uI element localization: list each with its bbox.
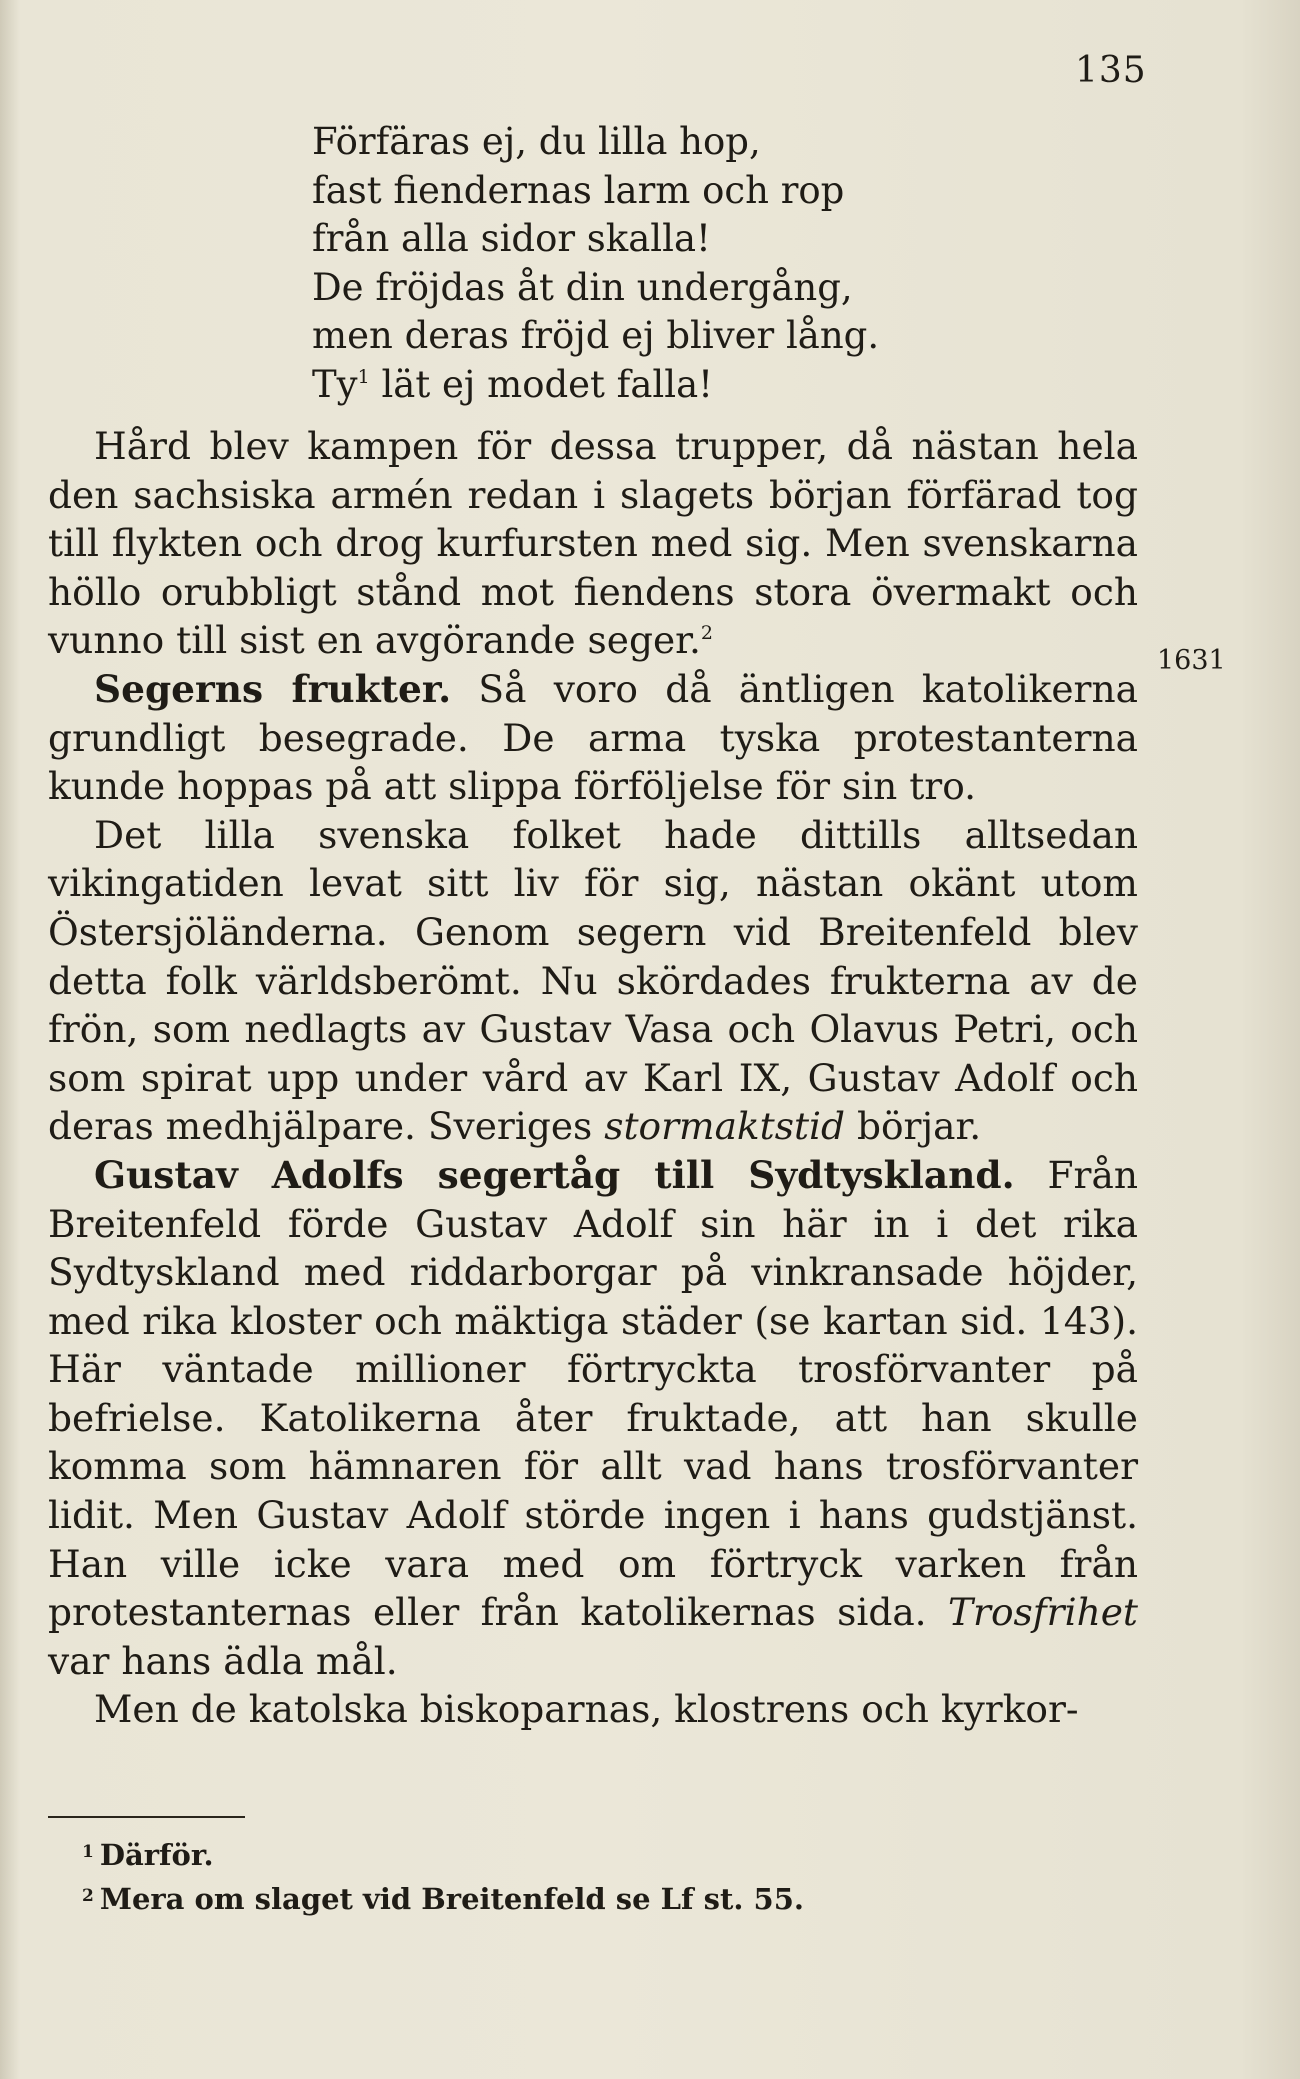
poem-stanza <box>312 118 879 409</box>
poem-line: från alla sidor skalla! <box>312 217 711 260</box>
body-text <box>48 422 1138 1734</box>
paragraph-great-power-end: börjar. <box>845 1104 982 1149</box>
poem-word-ty: Ty <box>312 362 358 406</box>
footnote-ref-2: 2 <box>700 622 713 645</box>
paragraph-great-power <box>48 811 1138 1151</box>
section-heading-campaign: Gustav Adolfs segertåg till Sydtyskland. <box>94 1152 1015 1197</box>
margin-year: 1631 <box>1157 645 1226 676</box>
poem-line: fast fiendernas larm och rop <box>312 168 845 212</box>
emphasis-trosfrihet: Trosfrihet <box>948 1590 1138 1635</box>
footnote-divider <box>48 1816 245 1818</box>
poem-line: De fröjdas åt din undergång, <box>312 265 853 309</box>
paragraph-campaign <box>48 1151 1138 1686</box>
footnote-text: Mera om slaget vid Breitenfeld se Lf st. 55. <box>99 1882 804 1916</box>
paragraph-battle <box>48 422 1138 665</box>
paragraph-battle-text: Hård blev kampen för dessa trupper, då nästan hela den sachsiska armén redan i slagets början förfärad tog till flykten och drog kurfursten med sig. Men svenskarna höllo orubbligt stånd mot fiendens stora övermakt och vunno till sist en avgörande seger. <box>48 424 1138 663</box>
footnote-mark: 2 <box>82 1886 94 1906</box>
footnote-1 <box>82 1832 804 1876</box>
paragraph-fruits-text: Så voro då äntligen katolikerna grundligt besegrade. De arma tyska protestanterna kunde hoppas på att slippa förföljelse för sin tro. <box>48 666 1138 809</box>
page-number: 135 <box>1075 50 1147 91</box>
poem-line: men deras fröjd ej bliver lång. <box>312 314 880 357</box>
paragraph-campaign-text: Från Breitenfeld förde Gustav Adolf sin här in i det rika Sydtyskland med riddarborgar på vinkransade höjder, med rika kloster och mäktiga städer (se kartan sid. 143). Här väntade millioner förtryckta trosförvanter på befrielse. Katolikerna åter fruktade, att han skulle komma som hämnaren för allt vad hans trosförvanter lidit. Men Gustav Adolf störde ingen i hans gudstjänst. Han ville icke vara med om förtryck varken från protestanternas eller från katolikernas sida. <box>48 1152 1138 1635</box>
paragraph-fruits <box>48 665 1138 811</box>
footnotes <box>82 1832 804 1920</box>
footnote-ref-1: 1 <box>357 365 370 388</box>
section-heading-fruits: Segerns frukter. <box>94 666 452 711</box>
paragraph-campaign-end: var hans ädla mål. <box>48 1638 398 1683</box>
paragraph-great-power-text: Det lilla svenska folket hade dittills alltsedan vikingatiden levat sitt liv för sig, nästan okänt utom Östersjöländerna. Genom segern vid Breitenfeld blev detta folk världsberömt. Nu skördades frukterna av de frön, som nedlagts av Gustav Vasa och Olavus Petri, och som spirat upp under vård av Karl IX, Gustav Adolf och deras medhjälpare. Sveriges <box>48 812 1138 1149</box>
poem-line-rest: lät ej modet falla! <box>381 362 714 406</box>
footnote-mark: 1 <box>82 1842 94 1862</box>
footnote-2 <box>82 1876 804 1920</box>
paragraph-bishops: Men de katolska biskoparnas, klostrens och kyrkor- <box>94 1687 1079 1732</box>
poem-line-last <box>312 361 879 410</box>
emphasis-stormaktstid: stormaktstid <box>604 1104 846 1149</box>
footnote-text: Därför. <box>99 1838 214 1872</box>
poem-line: Förfäras ej, du lilla hop, <box>312 120 761 163</box>
